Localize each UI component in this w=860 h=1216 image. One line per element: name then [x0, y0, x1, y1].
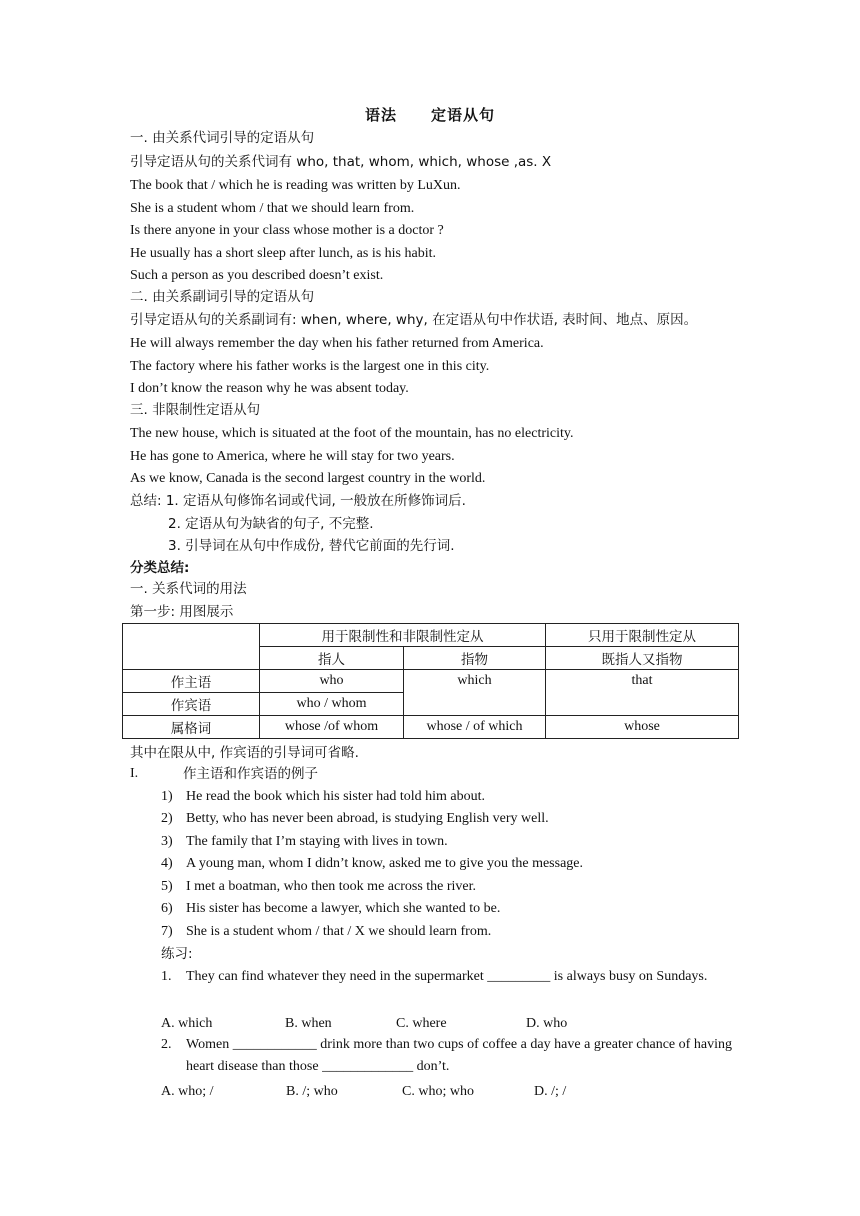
answer-option: D. who — [526, 1016, 568, 1031]
section-1-heading: 一. 由关系代词引导的定语从句 — [130, 130, 315, 146]
example-sentence: He usually has a short sleep after lunch, as is his habit. — [130, 246, 436, 261]
list-item: She is a student whom / that / X we should learn from. — [186, 924, 492, 939]
table-header-cell: 用于限制性和非限制性定从 — [260, 624, 546, 647]
table-header-cell: 只用于限制性定从 — [546, 624, 739, 647]
list-number: 4) — [161, 856, 173, 871]
question-text: Women ____________ drink more than two cups of coffee a day have a greater chance of having heart disease than those _____________ don’t. — [186, 1037, 732, 1074]
table-cell: whose /of whom — [260, 716, 404, 739]
relative-pronoun-table — [122, 623, 739, 739]
section-2-intro: 引导定语从句的关系副词有: when, where, why, 在定语从句中作状语, 表时间、地点、原因。 — [130, 312, 698, 328]
table-row-label: 作宾语 — [123, 693, 260, 716]
list-item: Betty, who has never been abroad, is studying English very well. — [186, 811, 549, 826]
table-header-cell: 指人 — [260, 647, 404, 670]
title-topic: 定语从句 — [431, 106, 496, 124]
part-marker: I. — [130, 766, 139, 781]
part-heading: 作主语和作宾语的例子 — [183, 766, 318, 782]
table-row-label: 属格词 — [123, 716, 260, 739]
table-header-cell: 既指人又指物 — [546, 647, 739, 670]
example-sentence: Such a person as you described doesn’t exist. — [130, 268, 384, 283]
page-title — [0, 104, 860, 125]
example-sentence: Is there anyone in your class whose mother is a doctor ? — [130, 223, 444, 238]
table-corner-cell — [123, 624, 260, 670]
list-item: He read the book which his sister had told him about. — [186, 789, 485, 804]
example-sentence: I don’t know the reason why he was absent today. — [130, 381, 409, 396]
classification-heading: 分类总结: — [130, 560, 190, 576]
list-item: His sister has become a lawyer, which she wanted to be. — [186, 901, 501, 916]
example-sentence: The factory where his father works is the largest one in this city. — [130, 359, 490, 374]
example-sentence: He has gone to America, where he will stay for two years. — [130, 449, 455, 464]
table-cell: who — [260, 670, 404, 693]
table-header-cell: 指物 — [404, 647, 546, 670]
table-cell: whose / of which — [404, 716, 546, 739]
example-sentence: He will always remember the day when his father returned from America. — [130, 336, 544, 351]
table-cell: which — [404, 670, 546, 716]
section-2-heading: 二. 由关系副词引导的定语从句 — [130, 289, 315, 305]
example-sentence: The new house, which is situated at the foot of the mountain, has no electricity. — [130, 426, 574, 441]
example-sentence: As we know, Canada is the second largest country in the world. — [130, 471, 486, 486]
answer-option: D. /; / — [534, 1084, 567, 1099]
summary-line-1: 总结: 1. 定语从句修饰名词或代词, 一般放在所修饰词后. — [130, 493, 466, 509]
list-number: 6) — [161, 901, 173, 916]
list-item: I met a boatman, who then took me across the river. — [186, 879, 477, 894]
question-text: They can find whatever they need in the supermarket _________ is always busy on Sundays. — [186, 969, 708, 984]
answer-option: A. who; / — [161, 1084, 214, 1099]
table-row-label: 作主语 — [123, 670, 260, 693]
summary-line-3: 3. 引导词在从句中作成份, 替代它前面的先行词. — [168, 538, 455, 554]
list-number: 7) — [161, 924, 173, 939]
question-number: 1. — [161, 969, 172, 984]
section-3-heading: 三. 非限制性定语从句 — [130, 402, 261, 418]
list-item: A young man, whom I didn’t know, asked me to give you the message. — [186, 856, 583, 871]
question-number: 2. — [161, 1037, 172, 1052]
subsection-heading: 一. 关系代词的用法 — [130, 581, 247, 597]
section-1-intro: 引导定语从句的关系代词有 who, that, whom, which, whose ,as. X — [130, 154, 552, 170]
table-cell: whose — [546, 716, 739, 739]
list-item: The family that I’m staying with lives in town. — [186, 834, 448, 849]
table-row — [123, 624, 739, 647]
table-note: 其中在限从中, 作宾语的引导词可省略. — [130, 745, 359, 761]
list-number: 2) — [161, 811, 173, 826]
practice-label: 练习: — [161, 946, 193, 962]
example-sentence: The book that / which he is reading was written by LuXun. — [130, 178, 461, 193]
answer-option: C. who; who — [402, 1084, 474, 1099]
table-row — [123, 716, 739, 739]
answer-option: B. /; who — [286, 1084, 338, 1099]
answer-option: C. where — [396, 1016, 447, 1031]
answer-option: B. when — [285, 1016, 332, 1031]
table-row — [123, 670, 739, 693]
step-label: 第一步: 用图展示 — [130, 604, 234, 620]
list-number: 3) — [161, 834, 173, 849]
table-cell: that — [546, 670, 739, 716]
list-number: 5) — [161, 879, 173, 894]
summary-line-2: 2. 定语从句为缺省的句子, 不完整. — [168, 516, 374, 532]
example-sentence: She is a student whom / that we should learn from. — [130, 201, 415, 216]
answer-option: A. which — [161, 1016, 213, 1031]
title-grammar: 语法 — [364, 106, 397, 124]
table-cell: who / whom — [260, 693, 404, 716]
list-number: 1) — [161, 789, 173, 804]
